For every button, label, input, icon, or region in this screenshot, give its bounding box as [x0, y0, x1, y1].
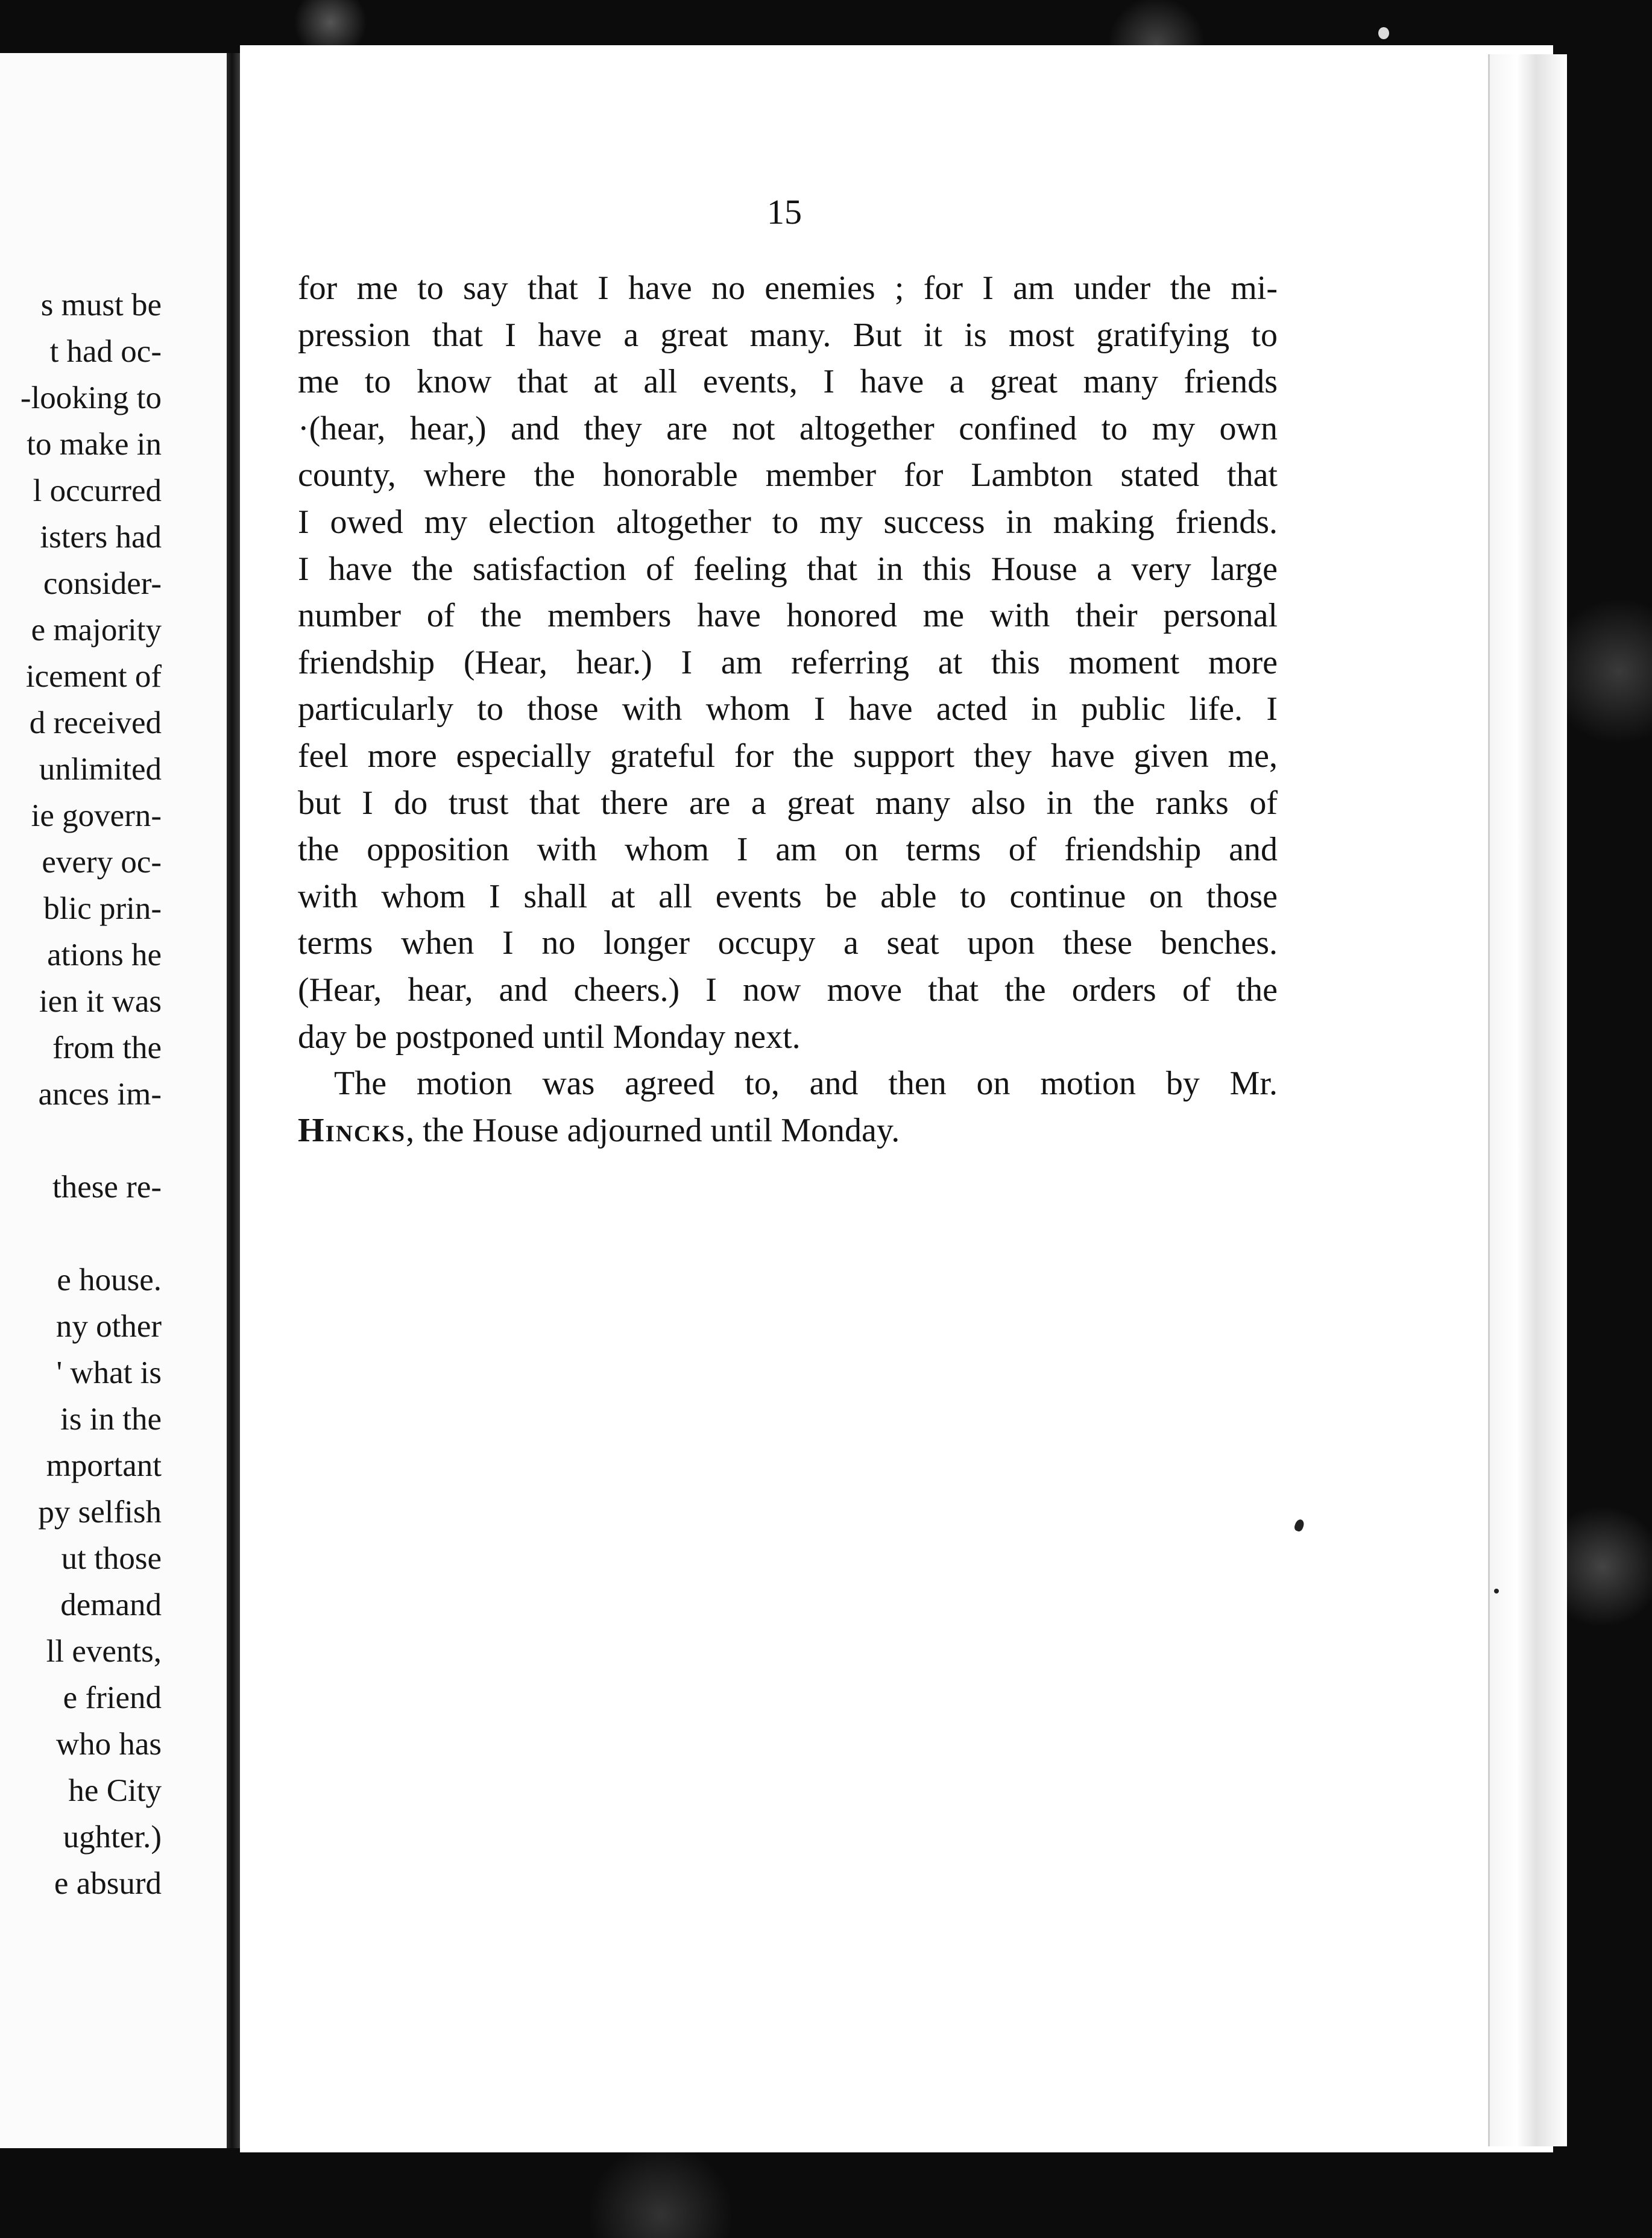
left-page-line-fragment: who has	[55, 1727, 162, 1762]
left-page-line-fragment: to make in	[27, 427, 162, 462]
member-name: Hincks	[298, 1111, 406, 1149]
speech-paragraph	[298, 265, 1278, 1014]
left-page-line-fragment: e absurd	[54, 1866, 162, 1901]
left-page-text-column	[0, 282, 162, 1907]
left-page-line-fragment: ances im-	[38, 1077, 162, 1112]
ink-dot	[1494, 1589, 1499, 1593]
body-text	[298, 265, 1278, 1154]
left-page-line-fragment: ughter.)	[63, 1820, 162, 1855]
left-page-line-fragment: consider-	[43, 566, 162, 601]
left-page-line-fragment: ie govern-	[31, 798, 162, 833]
left-page-line-fragment	[0, 1118, 162, 1164]
body-line: the opposition with whom I am on terms of friendship and	[298, 831, 1278, 869]
left-page	[0, 53, 227, 2148]
paragraph-last-line: day be postponed until Monday next.	[298, 1018, 801, 1056]
left-page-line-fragment: py selfish	[38, 1495, 162, 1530]
left-page-line-fragment: e house.	[57, 1262, 162, 1297]
left-page-line-fragment: isters had	[40, 520, 162, 555]
left-page-line-fragment: demand	[60, 1587, 162, 1622]
closing-paragraph-line-2	[298, 1108, 1278, 1155]
left-page-line-fragment: t had oc-	[49, 334, 162, 369]
left-page-line-fragment: unlimited	[39, 752, 162, 787]
left-page-line-fragment: from the	[52, 1030, 162, 1065]
page-edge	[1488, 54, 1567, 2146]
closing-paragraph-line-1: The motion was agreed to, and then on motion by Mr.	[334, 1065, 1278, 1103]
left-page-line-fragment: ny other	[55, 1309, 162, 1344]
left-page-line-fragment	[0, 1211, 162, 1257]
body-line: I owed my election altogether to my success in making friends.	[298, 503, 1278, 541]
left-page-line-fragment: icement of	[25, 659, 162, 694]
body-line: but I do trust that there are a great many also in the ranks of	[298, 784, 1278, 822]
body-line: friendship (Hear, hear.) I am referring at this moment more	[298, 643, 1278, 681]
body-line: particularly to those with whom I have acted in public life. I	[298, 690, 1278, 728]
left-page-line-fragment: these re-	[52, 1170, 162, 1205]
body-line: I have the satisfaction of feeling that in this House a very large	[298, 550, 1278, 588]
left-page-line-fragment: d received	[29, 705, 162, 740]
left-page-line-fragment: ' what is	[56, 1355, 162, 1390]
left-page-line-fragment: l occurred	[33, 473, 162, 508]
body-line: (Hear, hear, and cheers.) I now move that the orders of the	[298, 971, 1278, 1009]
left-page-line-fragment: mportant	[46, 1448, 162, 1483]
left-page-line-fragment: every oc-	[42, 845, 162, 880]
body-line: with whom I shall at all events be able to continue on those	[298, 877, 1278, 915]
left-page-line-fragment: ations he	[47, 938, 162, 972]
left-page-line-fragment: ll events,	[46, 1634, 162, 1669]
left-page-line-fragment: e majority	[31, 613, 162, 648]
left-page-line-fragment: -looking to	[20, 380, 162, 415]
body-line: me to know that at all events, I have a great many friends	[298, 363, 1278, 401]
body-line: pression that I have a great many. But it is most gratifying to	[298, 316, 1278, 354]
body-line: feel more especially grateful for the support they have given me,	[298, 737, 1278, 775]
left-page-line-fragment: is in the	[60, 1402, 162, 1437]
left-page-line-fragment: e friend	[63, 1680, 162, 1715]
book-gutter	[227, 53, 240, 2148]
left-page-line-fragment: ut those	[61, 1541, 162, 1576]
left-page-line-fragment: ien it was	[39, 984, 162, 1019]
body-line: number of the members have honored me with their personal	[298, 597, 1278, 635]
body-line: ·(hear, hear,) and they are not altogether confined to my own	[298, 409, 1278, 447]
body-line: for me to say that I have no enemies ; for I am under the mi-	[298, 270, 1278, 307]
closing-paragraph-rest: , the House adjourned until Monday.	[406, 1111, 900, 1149]
scan-speck	[1378, 27, 1389, 39]
body-line: terms when I no longer occupy a seat upon these benches.	[298, 924, 1278, 962]
left-page-line-fragment: blic prin-	[43, 891, 162, 926]
page-number: 15	[767, 192, 802, 232]
body-line: county, where the honorable member for Lambton stated that	[298, 456, 1278, 494]
left-page-line-fragment: he City	[68, 1773, 162, 1808]
left-page-line-fragment: s must be	[40, 288, 162, 323]
